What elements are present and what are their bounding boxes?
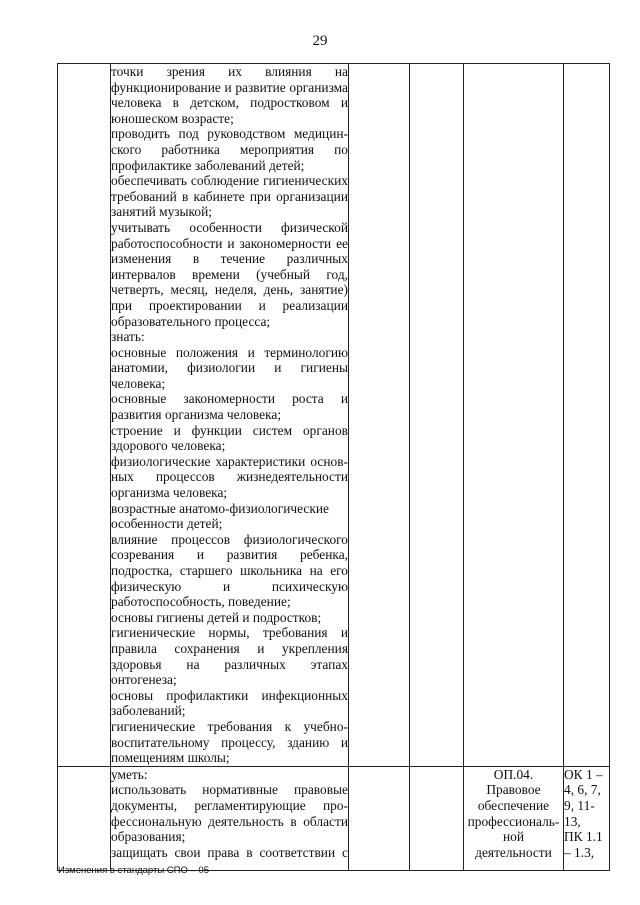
text-line: занятий музыкой; [111, 204, 212, 220]
text-line: особенности детей; [111, 516, 223, 532]
text-line: юношеском возрасте; [111, 110, 234, 126]
text-line: возрастные анатомо-физиологические [111, 500, 329, 516]
text-line: образования; [111, 829, 186, 845]
text-line: работоспособность, поведение; [111, 594, 291, 610]
skills-knowledge-text [111, 64, 349, 767]
text-line: фессиональную деятельность в области [111, 813, 348, 829]
text-line: влияние процессов физиологического [111, 531, 348, 547]
text-line: работоспособности и закономерности ее [111, 235, 348, 251]
text-line: здоровья на различных этапах [111, 656, 348, 672]
text-line: строение и функции систем органов [111, 422, 348, 438]
discipline-line: обеспечение [477, 797, 550, 813]
text-line: подростка, старшего школьника на его [111, 563, 348, 578]
text-line: гигиенические требования к учебно- [111, 718, 348, 734]
competencies-cell [564, 766, 610, 870]
curriculum-table [57, 63, 610, 871]
discipline-line: ОП.04. [493, 766, 534, 782]
text-line: профилактике заболеваний детей; [111, 157, 305, 173]
text-line: анатомии, физиологии и гигиены [111, 360, 348, 376]
skills-text [111, 766, 349, 870]
text-line: человека в детском, подростковом и [111, 95, 348, 111]
text-line: заболеваний; [111, 703, 186, 719]
empty-cell [349, 64, 410, 767]
competency-line: 4, 6, 7, [564, 782, 601, 798]
discipline-line: деятельности [475, 844, 552, 860]
footer-note: Изменения в стандарты СПО – 05 [58, 865, 210, 876]
competency-line: – 1.3, [564, 844, 595, 860]
text-line: правила сохранения и укрепления [111, 640, 348, 656]
text-line: проводить под руководством медицин- [111, 126, 348, 142]
text-line: физиологические характеристики основ- [111, 453, 348, 469]
empty-cell [58, 64, 111, 767]
text-line: точки зрения их влияния на [111, 64, 348, 79]
text-line: человека; [111, 375, 166, 391]
text-line: основные положения и терминологию [111, 344, 348, 360]
empty-cell [464, 64, 564, 767]
text-line: знать: [111, 329, 145, 345]
empty-cell [349, 766, 410, 870]
discipline-line: Правовое [486, 782, 541, 798]
text-line: ных процессов жизнедеятельности [111, 469, 348, 485]
text-line: основы гигиены детей и подростков; [111, 609, 322, 625]
text-line: функционирование и развитие организма [111, 79, 348, 95]
text-line: защищать свои права в соответствии с [111, 844, 348, 860]
table-row-skills-knowledge [58, 64, 610, 767]
text-line: использовать нормативные правовые [111, 782, 348, 798]
text-line: здорового человека; [111, 438, 226, 454]
empty-cell [564, 64, 610, 767]
text-line: развития организма человека; [111, 407, 282, 423]
text-line: образовательного процесса; [111, 313, 271, 329]
text-line: физическую и психическую [111, 578, 348, 594]
page-number: 29 [312, 33, 328, 49]
text-line: ского работника мероприятия по [111, 141, 348, 157]
empty-cell [58, 766, 111, 870]
discipline-line: профессиональ- [467, 813, 560, 829]
text-line: основные закономерности роста и [111, 391, 348, 407]
text-line: при проектировании и реализации [111, 297, 348, 313]
text-line: гигиенические нормы, требования и [111, 625, 348, 641]
text-line: уметь: [111, 766, 148, 782]
text-line: основы профилактики инфекционных [111, 687, 348, 703]
text-line: созревания и развития ребенка, [111, 547, 348, 563]
competency-line: ПК 1.1 [564, 829, 603, 845]
text-line: четверть, месяц, неделя, день, занятие) [111, 282, 348, 298]
text-line: обеспечивать соблюдение гигиенических [111, 173, 348, 189]
text-line: организма человека; [111, 485, 228, 501]
empty-cell [410, 64, 464, 767]
discipline-cell [464, 766, 564, 870]
text-line: документы, регламентирующие про- [111, 797, 348, 813]
text-line: воспитательному процессу, зданию и [111, 734, 348, 750]
competency-line: ОК 1 – [564, 766, 603, 782]
empty-cell [410, 766, 464, 870]
table-row-legal-support [58, 766, 610, 870]
text-line: требований в кабинете при организации [111, 188, 348, 204]
discipline-line: ной [502, 829, 525, 845]
text-line: учитывать особенности физической [111, 219, 348, 235]
competency-line: 13, [564, 813, 581, 829]
text-line: интервалов времени (учебный год, [111, 266, 348, 282]
text-line: онтогенеза; [111, 672, 177, 688]
competency-line: 9, 11- [564, 797, 595, 813]
text-line: изменения в течение различных [111, 251, 348, 267]
text-line: помещениям школы; [111, 750, 230, 766]
